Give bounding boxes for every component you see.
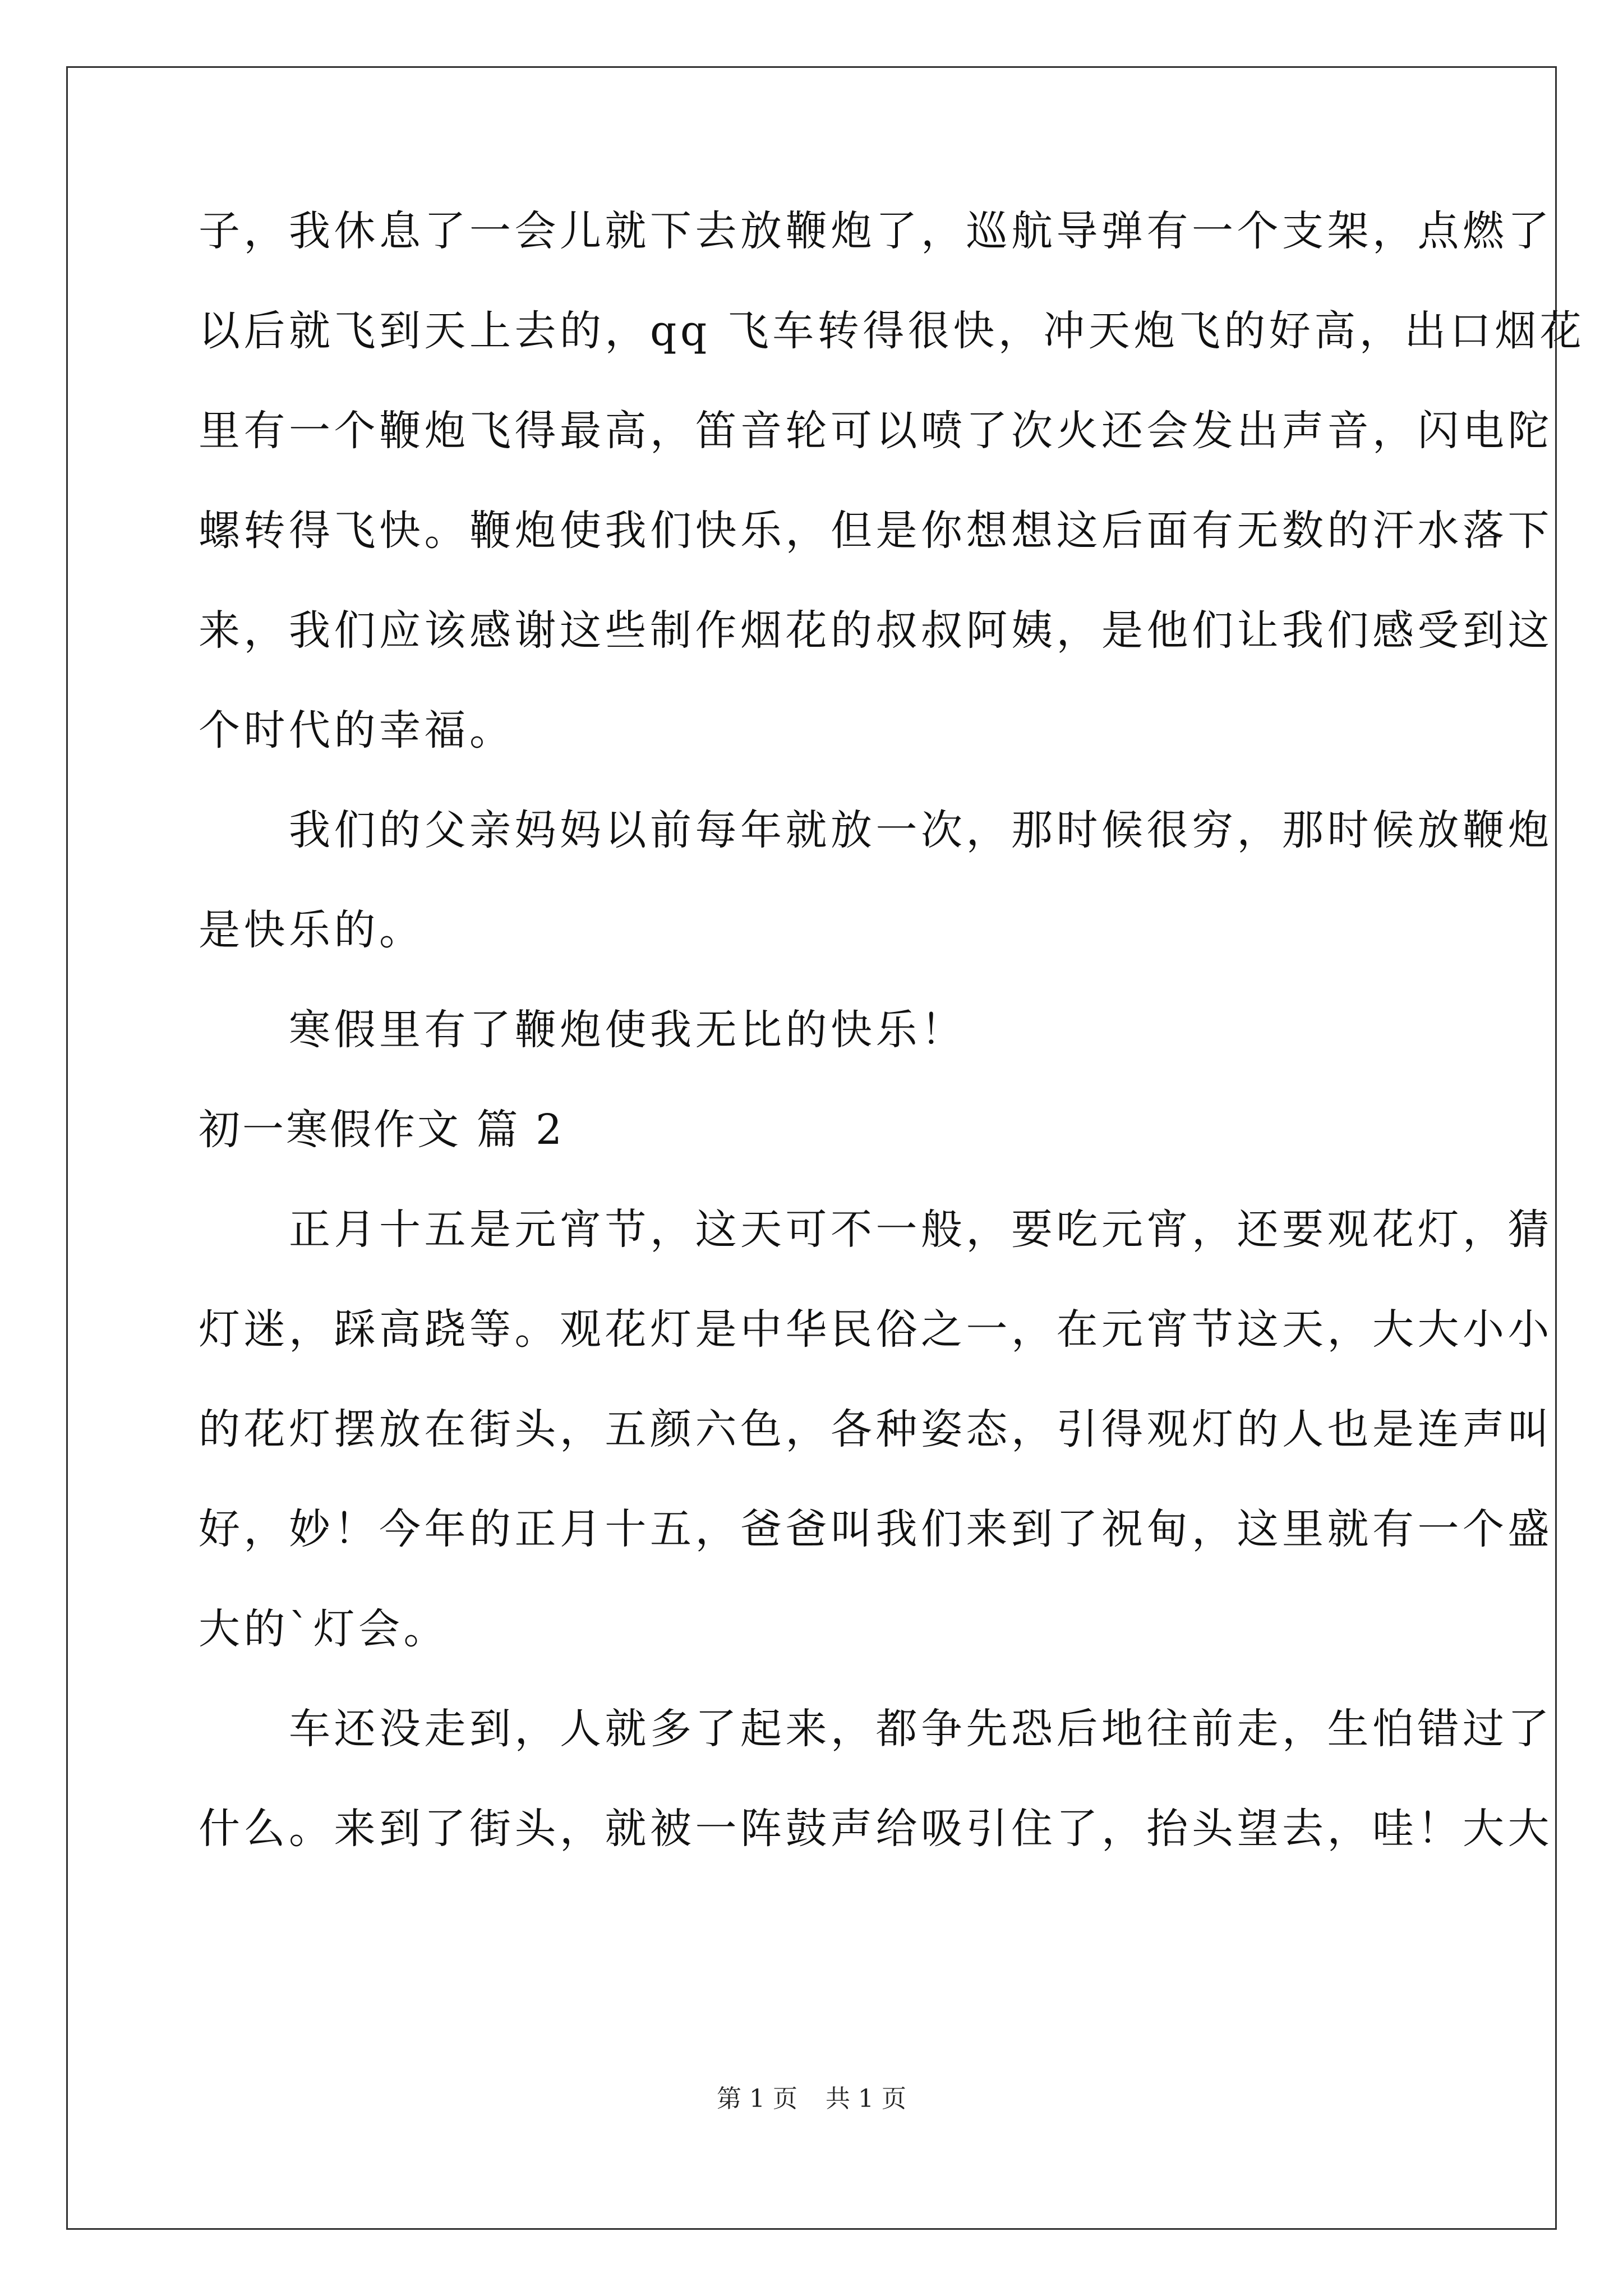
text-line: 什么。来到了街头，就被一阵鼓声给吸引住了，抬头望去，哇！大大 xyxy=(199,1805,1553,1853)
text-line: 来，我们应该感谢这些制作烟花的叔叔阿姨，是他们让我们感受到这 xyxy=(199,606,1553,655)
text-line: 以后就飞到天上去的，qq 飞车转得很快，冲天炮飞的好高，出口烟花 xyxy=(199,307,1585,355)
text-line: 我们的父亲妈妈以前每年就放一次，那时候很穷，那时候放鞭炮 xyxy=(199,806,1553,854)
text-line: 寒假里有了鞭炮使我无比的快乐！ xyxy=(199,1006,966,1054)
section-heading: 初一寒假作文 篇 2 xyxy=(199,1106,565,1154)
text-line: 的花灯摆放在街头，五颜六色，各种姿态，引得观灯的人也是连声叫 xyxy=(199,1405,1553,1453)
text-line: 灯迷，踩高跷等。观花灯是中华民俗之一，在元宵节这天，大大小小 xyxy=(199,1305,1553,1354)
text-line: 个时代的幸福。 xyxy=(199,706,515,754)
text-line: 好，妙！今年的正月十五，爸爸叫我们来到了祝甸，这里就有一个盛 xyxy=(199,1505,1553,1553)
text-line: 子，我休息了一会儿就下去放鞭炮了，巡航导弹有一个支架，点燃了 xyxy=(199,207,1553,255)
text-line: 里有一个鞭炮飞得最高，笛音轮可以喷了次火还会发出声音，闪电陀 xyxy=(199,407,1553,455)
text-line: 是快乐的。 xyxy=(199,906,425,954)
text-line: 正月十五是元宵节，这天可不一般，要吃元宵，还要观花灯，猜 xyxy=(199,1205,1553,1254)
page-footer xyxy=(0,2082,1623,2116)
text-line: 车还没走到，人就多了起来，都争先恐后地往前走，生怕错过了 xyxy=(199,1705,1553,1753)
page-number: 第 1 页 xyxy=(717,2085,797,2113)
page-total: 共 1 页 xyxy=(826,2085,906,2113)
text-line: 螺转得飞快。鞭炮使我们快乐，但是你想想这后面有无数的汗水落下 xyxy=(199,507,1553,555)
text-line: 大的`灯会。 xyxy=(199,1605,449,1653)
